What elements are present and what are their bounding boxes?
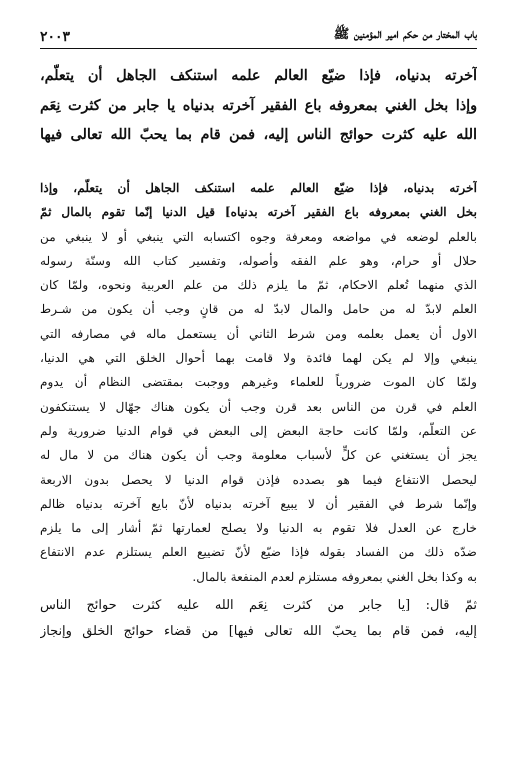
chapter-title: باب المختار من حكم امير المؤمنين ﷺ (333, 27, 477, 42)
commentary-line: آخرته بدنياه، فإذا ضيّع العالم علمه استنكف الجاهل أن يتعلّم، وإذا (40, 181, 477, 195)
closing-quote-line: ثمّ قال: [يا جابر من كثرت نِعَم الله عليه كثرت حوائج الناس (40, 598, 477, 614)
commentary-line: يجز أن يستغني عن كلٍّ لأسباب معلومة وجب أن يكون هناك من لا مال له (40, 448, 477, 463)
commentary-line: به وكذا بخل الغني بمعروفه مستلزم لعدم المنفعة بالمال. (192, 569, 477, 584)
commentary-line: العلم لابدّ له من حامل والمال لابدّ له من قانٍ وجب أن يكون من شـرط (40, 302, 477, 317)
commentary-line: ينبغي وإلا لم يكن لهما فائدة ولا قامت بهما أحوال الخلق التي هي الدنيا، (40, 351, 477, 366)
commentary-line: الاول أن يعمل بعلمه ومن شرط الثاني أن يستعمل ماله في مصارفه التي (40, 326, 477, 341)
commentary-line: ليحصل الانتفاع فيما هو بصدده فإذن قوام الدنيا لا يحصل بدون الاربعة (40, 472, 477, 487)
page-number: ٢٠٠٣ (40, 29, 71, 45)
running-header (40, 23, 477, 49)
commentary-line: بخل الغني بمعروفه باع الفقير آخرته بدنياه] قيل الدنيا إنّما تقوم بالمال ثمّ (40, 205, 477, 220)
commentary-line: الذي منهما تُعلم الاحكام، ثمّ ما يلزم ذلك من علم العربية ونحوه، ولمّا كان (40, 278, 477, 293)
quoted-saying-block (40, 62, 477, 151)
commentary-line: خارج عن العدل فلا تقوم به الدنيا ولا يصلح لعمارتها ثمّ أشار إلى ما يلزم (40, 521, 477, 536)
commentary-block (40, 176, 477, 645)
commentary-line: العلم في قرن من الناس بعد قرن وجب أن يكون هناك جهّال لا يستنكفون (40, 399, 477, 414)
commentary-line: بالعلم لوضعه في مواضعه ومعرفة وجوه اكتسابه التي ينبغي أو لا ينبغي من (40, 229, 477, 244)
closing-quote-line: إليه، فمن قام بما يحبّ الله تعالى فيها] من قضاء حوائج الخلق وإنجاز (40, 624, 477, 640)
commentary-line: ضدّه ذلك من الفساد بقوله فإذا ضيّع لأنّ تضييع العلم يستلزم عدم الانتفاع (40, 545, 477, 560)
quote-line: وإذا بخل الغني بمعروفه باع الفقير آخرته بدنياه يا جابر من كثرت نِعَم (40, 97, 477, 114)
commentary-line: حلال أو حرام، وهو علم الفقه وأصوله، وتفسير كتاب الله وسنّة رسوله (40, 253, 477, 268)
commentary-line: عن التعلّم، ولمّا كانت حاجة البعض إلى البعض في قوام الدنيا ضرورية ولم (40, 423, 477, 438)
quote-line: آخرته بدنياه، فإذا ضيّع العالم علمه استنكف الجاهل أن يتعلّم، (40, 68, 477, 84)
commentary-line: ولمّا كان الموت ضرورياً للعلماء وغيرهم ووجبت بمقتضى النظام أن يدوم (40, 375, 477, 390)
quote-line: الله عليه كثرت حوائج الناس إليه، فمن قام بما يحبّ الله تعالى فيها (40, 127, 477, 143)
commentary-line: وإنّما شرط في الفقير أن لا يبيع آخرته بدنياه لأنّ بايع آخرته بدنياه ظالم (40, 496, 477, 511)
